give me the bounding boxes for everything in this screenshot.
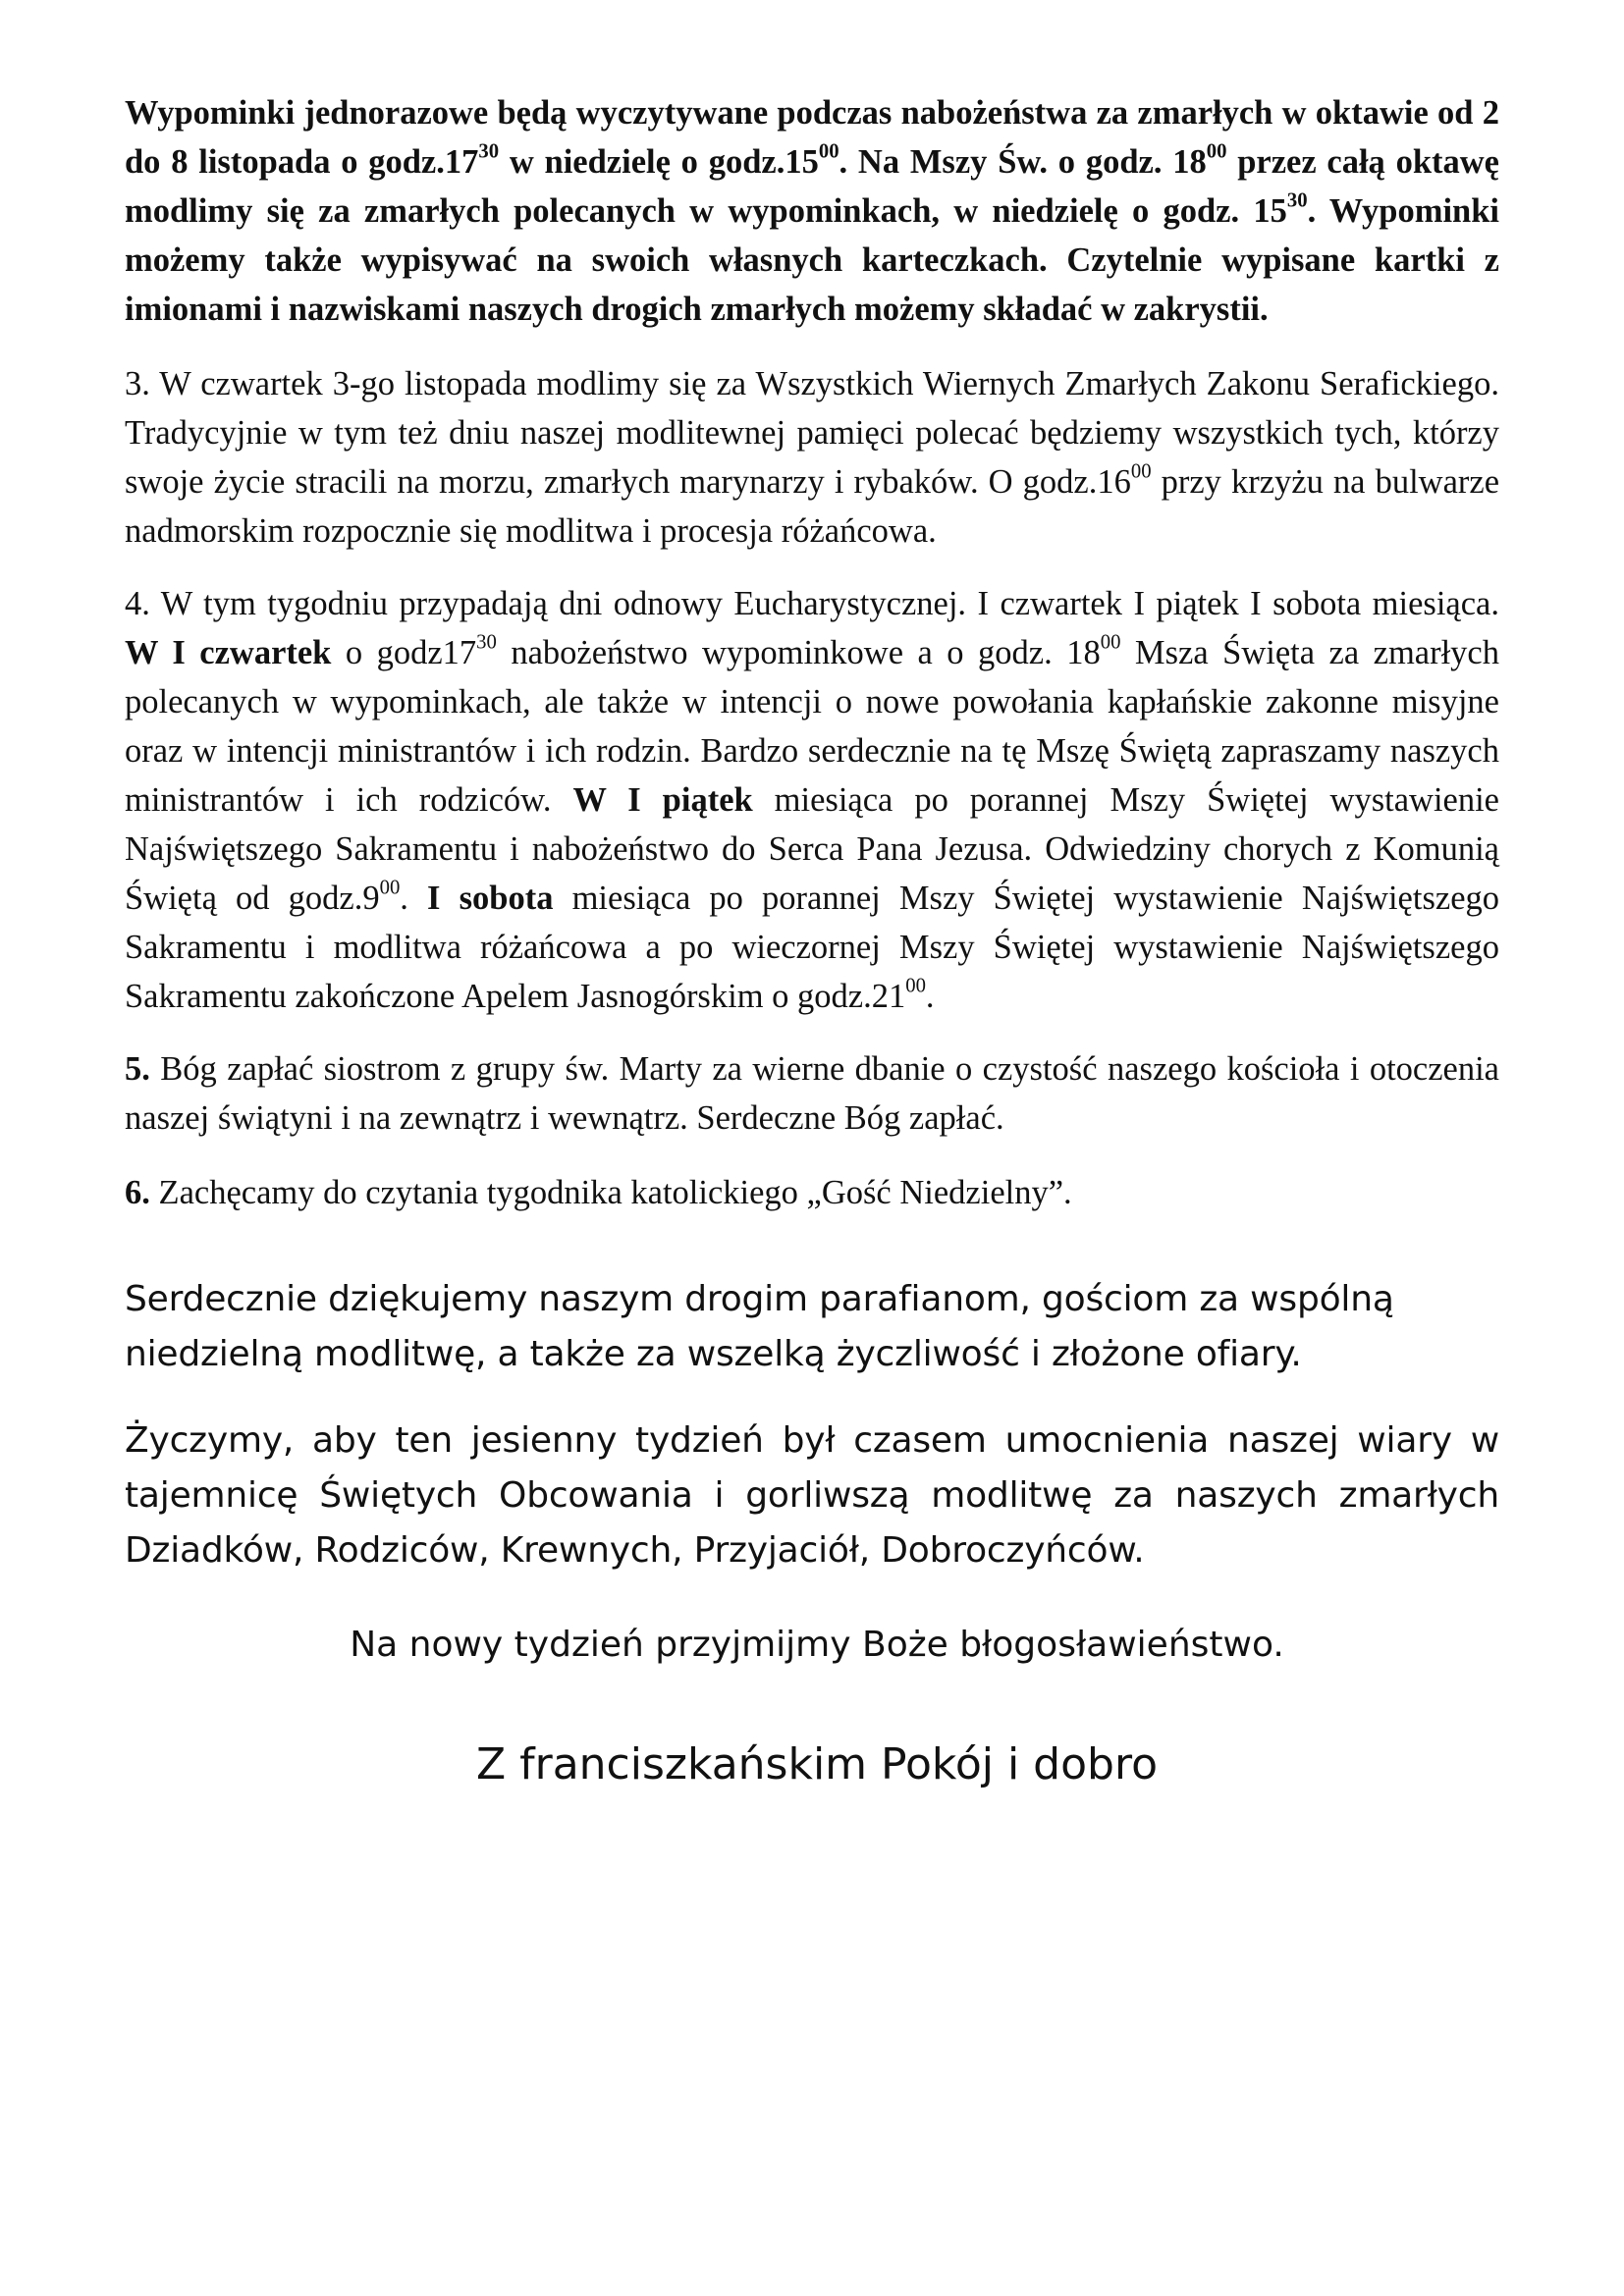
wishes-paragraph: Życzymy, aby ten jesienny tydzień był czasem umocnienia naszej wiary w tajemnicę Świętych Obcowania i gorliwszą modlitwę za naszych zmarłych Dziadków, Rodziców, Krewnych, Przyjaciół, Dobroczyńców. — [125, 1420, 1499, 1571]
text-run: przy krzyżu na bulwarze nadmorskim rozpocznie się modlitwa i procesja różańcowa. — [125, 463, 1500, 550]
farewell-line: Z franciszkańskim Pokój i dobro — [476, 1739, 1158, 1789]
text-run: o godz17 — [331, 634, 477, 671]
text-run: miesiąca po porannej Mszy Świętej wystawienie Najświętszego Sakramentu i nabożeństwo do Serca Pana Jezusa. Odwiedziny chorych z Komunią Świętą od godz.9 — [125, 781, 1499, 917]
text-run: Wypominki jednorazowe będą wyczytywane podczas nabożeństwa za zmarłych w oktawie od 2 do 8 listopada o godz.17 — [125, 94, 1499, 181]
announcement-item-4 — [125, 579, 1499, 1021]
time-superscript: 00 — [905, 975, 926, 997]
time-superscript: 00 — [818, 140, 839, 163]
text-run: miesiąca po porannej Mszy Świętej wystawienie Najświętszego Sakramentu i modlitwa różańcowa a po wieczornej Mszy Świętej wystawienie Najświętszego Sakramentu zakończone Apelem Jasnogórskim o godz.21 — [125, 880, 1500, 1015]
announcement-item-5 — [125, 1044, 1499, 1143]
blessing-line: Na nowy tydzień przyjmijmy Boże błogosławieństwo. — [350, 1625, 1284, 1665]
announcement-item-6 — [125, 1168, 1499, 1217]
time-superscript: 00 — [379, 877, 401, 899]
text-run: . Na Mszy Św. o godz. 18 — [839, 143, 1207, 181]
text-run: Zachęcamy do czytania tygodnika katolickiego „Gość Niedzielny”. — [149, 1174, 1072, 1211]
text-run: . — [400, 880, 428, 917]
bold-first-saturday: I sobota — [427, 880, 554, 917]
bold-first-thursday: W I czwartek — [125, 634, 332, 671]
text-run: 4. W tym tygodniu przypadają dni odnowy Eucharystycznej. I czwartek I piątek I sobota miesiąca. — [125, 585, 1499, 622]
announcements-page — [125, 88, 1499, 1794]
text-run: 3. W czwartek 3-go listopada modlimy się za Wszystkich Wiernych Zmarłych Zakonu Serafickiego. Tradycyjnie w tym też dniu naszej modlitewnej pamięci polecać będziemy wszystkich tych, którzy swoje życie stracili na morzu, zmarłych marynarzy i rybaków. O godz.16 — [125, 365, 1499, 501]
time-superscript: 00 — [1100, 631, 1121, 654]
time-superscript: 30 — [478, 140, 500, 163]
announcement-item-3 — [125, 359, 1499, 556]
time-superscript: 30 — [476, 631, 497, 654]
bold-first-friday: W I piątek — [572, 781, 753, 819]
text-run: Bóg zapłać siostrom z grupy św. Marty za wierne dbanie o czystość naszego kościoła i otoczenia naszej świątyni i na zewnątrz i wewnątrz. Serdeczne Bóg zapłać. — [125, 1050, 1499, 1137]
time-superscript: 00 — [1206, 140, 1227, 163]
item-number: 6. — [125, 1174, 150, 1211]
item-number: 5. — [125, 1050, 150, 1088]
text-run: Msza Święta za zmarłych polecanych w wypominkach, ale także w intencji o nowe powołania kapłańskie zakonne misyjne oraz w intencji ministrantów i ich rodzin. Bardzo serdecznie na tę Mszę Świętą zapraszamy naszych ministrantów i ich rodziców. — [125, 634, 1499, 819]
wypominki-paragraph — [125, 88, 1499, 334]
text-run: w niedzielę o godz.15 — [499, 143, 819, 181]
text-run: nabożeństwo wypominkowe a o godz. 18 — [496, 634, 1101, 671]
time-superscript: 30 — [1286, 189, 1308, 212]
text-run: przez całą oktawę modlimy się za zmarłych polecanych w wypominkach, w niedzielę o godz. 15 — [125, 143, 1499, 230]
text-run: . — [925, 978, 935, 1015]
text-run: . Wypominki możemy także wypisywać na swoich własnych karteczkach. Czytelnie wypisane kartki z imionami i nazwiskami naszych drogich zmarłych możemy składać w zakrystii. — [125, 192, 1499, 328]
thanks-paragraph: Serdecznie dziękujemy naszym drogim parafianom, gościom za wspólną niedzielną modlitwę, a także za wszelką życzliwość i złożone ofiary. — [125, 1279, 1394, 1374]
time-superscript: 00 — [1130, 460, 1152, 483]
